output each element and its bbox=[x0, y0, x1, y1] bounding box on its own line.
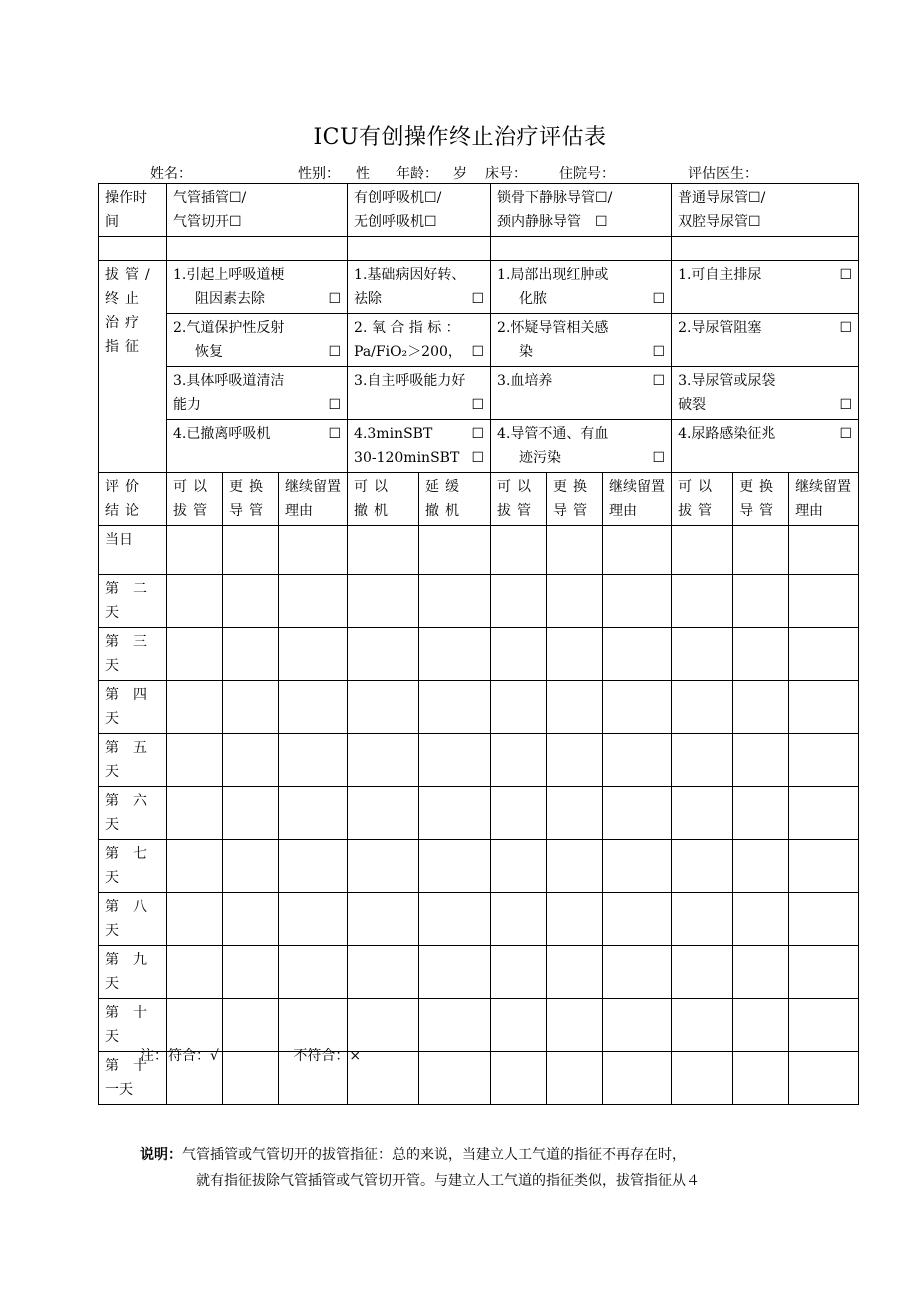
assessment-cell[interactable] bbox=[603, 946, 672, 999]
assessment-cell[interactable] bbox=[279, 681, 348, 734]
assessment-cell[interactable] bbox=[419, 681, 491, 734]
day-row bbox=[99, 734, 859, 787]
assessment-cell[interactable] bbox=[223, 840, 279, 893]
assessment-cell[interactable] bbox=[491, 734, 547, 787]
conclusion-header: 继续留置理由 bbox=[603, 473, 672, 526]
assessment-cell[interactable] bbox=[223, 787, 279, 840]
day-row bbox=[99, 840, 859, 893]
day-label: 第 十一天 bbox=[99, 1052, 167, 1105]
assessment-cell[interactable] bbox=[167, 840, 223, 893]
assessment-cell[interactable] bbox=[672, 840, 733, 893]
assessment-cell[interactable] bbox=[672, 575, 733, 628]
checkbox[interactable]: ☐ bbox=[328, 397, 342, 413]
assessment-cell[interactable] bbox=[491, 681, 547, 734]
indication-cell: 1.基础病因好转、 祛除 ☐ bbox=[348, 261, 491, 314]
assessment-cell[interactable] bbox=[733, 681, 789, 734]
assessment-cell[interactable] bbox=[733, 526, 789, 575]
assessment-cell[interactable] bbox=[419, 526, 491, 575]
indication-cell: 2. 氧 合 指 标 ： Pa/FiO₂＞200， ☐ bbox=[348, 314, 491, 367]
assessment-cell[interactable] bbox=[733, 893, 789, 946]
assessment-cell[interactable] bbox=[279, 893, 348, 946]
assessment-cell[interactable] bbox=[279, 840, 348, 893]
assessment-cell[interactable] bbox=[223, 893, 279, 946]
assessment-cell[interactable] bbox=[789, 1052, 859, 1105]
assessment-cell[interactable] bbox=[491, 893, 547, 946]
assessment-cell[interactable] bbox=[167, 628, 223, 681]
day-row bbox=[99, 946, 859, 999]
assessment-cell[interactable] bbox=[547, 526, 603, 575]
assessment-cell[interactable] bbox=[167, 893, 223, 946]
assessment-cell[interactable] bbox=[733, 575, 789, 628]
assessment-cell[interactable] bbox=[279, 734, 348, 787]
checkbox[interactable]: ☐ bbox=[471, 397, 485, 413]
assessment-cell[interactable] bbox=[279, 787, 348, 840]
checkbox[interactable]: ☐ bbox=[652, 450, 666, 466]
indication-cell: 3.自主呼吸能力好 ☐ bbox=[348, 367, 491, 420]
assessment-cell[interactable] bbox=[603, 526, 672, 575]
assessment-cell[interactable] bbox=[672, 526, 733, 575]
assessment-cell[interactable] bbox=[167, 681, 223, 734]
day-label: 第 二天 bbox=[99, 575, 167, 628]
conclusion-header: 延缓撤机 bbox=[419, 473, 491, 526]
checkbox[interactable]: ☐ bbox=[328, 426, 342, 442]
indication-cell: 4.已撤离呼吸机 ☐ bbox=[167, 420, 348, 473]
assessment-cell[interactable] bbox=[223, 946, 279, 999]
assessment-cell[interactable] bbox=[603, 575, 672, 628]
assessment-cell[interactable] bbox=[603, 734, 672, 787]
assessment-cell[interactable] bbox=[348, 575, 419, 628]
assessment-cell[interactable] bbox=[223, 526, 279, 575]
assessment-cell[interactable] bbox=[167, 946, 223, 999]
assessment-cell[interactable] bbox=[547, 575, 603, 628]
assessment-cell[interactable] bbox=[348, 526, 419, 575]
assessment-cell[interactable] bbox=[167, 575, 223, 628]
assessment-cell[interactable] bbox=[789, 999, 859, 1052]
assessment-cell[interactable] bbox=[603, 840, 672, 893]
assessment-cell[interactable] bbox=[789, 526, 859, 575]
explanation-line1: 气管插管或气管切开的拔管指征：总的来说，当建立人工气道的指征不再存在时， bbox=[182, 1147, 686, 1163]
checkbox[interactable]: ☐ bbox=[839, 320, 853, 336]
assessment-cell[interactable] bbox=[223, 681, 279, 734]
indication-cell: 2.气道保护性反射 恢复 ☐ bbox=[167, 314, 348, 367]
assessment-cell[interactable] bbox=[223, 999, 279, 1052]
assessment-cell[interactable] bbox=[672, 893, 733, 946]
op-time-cell[interactable] bbox=[491, 237, 672, 261]
day-row bbox=[99, 681, 859, 734]
assessment-cell[interactable] bbox=[491, 526, 547, 575]
checkbox[interactable]: ☐ bbox=[652, 291, 666, 307]
assessment-cell[interactable] bbox=[348, 628, 419, 681]
day-label: 第 七天 bbox=[99, 840, 167, 893]
assessment-cell[interactable] bbox=[419, 946, 491, 999]
indication-cell: 3.导尿管或尿袋 破裂 ☐ bbox=[672, 367, 859, 420]
assessment-cell[interactable] bbox=[547, 946, 603, 999]
age-unit: 岁 bbox=[453, 166, 467, 182]
checkbox[interactable]: ☐ bbox=[839, 426, 853, 442]
checkbox[interactable]: ☐ bbox=[471, 344, 485, 360]
assessment-cell[interactable] bbox=[279, 946, 348, 999]
assessment-cell[interactable] bbox=[672, 787, 733, 840]
assessment-cell[interactable] bbox=[603, 893, 672, 946]
day-row bbox=[99, 575, 859, 628]
explanation-line2: 就有指征拔除气管插管或气管切开管。与建立人工气道的指征类似，拔管指征从４ bbox=[196, 1173, 700, 1189]
assessment-cell[interactable] bbox=[789, 681, 859, 734]
col-catheter: 普通导尿管☐/ 双腔导尿管☐ bbox=[672, 184, 859, 237]
checkbox[interactable]: ☐ bbox=[839, 397, 853, 413]
op-time-cell[interactable] bbox=[672, 237, 859, 261]
conclusion-header: 可以拔管 bbox=[672, 473, 733, 526]
explanation bbox=[140, 1142, 820, 1194]
indication-cell: 1.可自主排尿 ☐ bbox=[672, 261, 859, 314]
bed-label: 床号： bbox=[485, 166, 527, 182]
name-label: 姓名： bbox=[150, 166, 192, 182]
assessment-cell[interactable] bbox=[348, 840, 419, 893]
assessment-cell[interactable] bbox=[491, 946, 547, 999]
assessment-cell[interactable] bbox=[547, 787, 603, 840]
op-time-label: 操作时间 bbox=[99, 184, 167, 237]
checkbox[interactable]: ☐ bbox=[471, 450, 485, 466]
conclusion-header: 更换导管 bbox=[547, 473, 603, 526]
col-ventilator: 有创呼吸机☐/ 无创呼吸机☐ bbox=[348, 184, 491, 237]
assessment-cell[interactable] bbox=[419, 999, 491, 1052]
indication-cell: 4.3minSBT ☐ 30-120minSBT ☐ bbox=[348, 420, 491, 473]
assessment-cell[interactable] bbox=[491, 628, 547, 681]
legend-nomatch: 不符合：× bbox=[293, 1048, 362, 1064]
conclusion-header: 可以撤机 bbox=[348, 473, 419, 526]
day-label: 第 五天 bbox=[99, 734, 167, 787]
assessment-cell[interactable] bbox=[733, 1052, 789, 1105]
checkbox[interactable]: ☐ bbox=[839, 267, 853, 283]
assessment-cell[interactable] bbox=[348, 946, 419, 999]
assessment-cell[interactable] bbox=[167, 787, 223, 840]
assessment-cell[interactable] bbox=[789, 946, 859, 999]
assessment-cell[interactable] bbox=[491, 575, 547, 628]
day-label: 第 三天 bbox=[99, 628, 167, 681]
sex-value: 性 bbox=[356, 166, 370, 182]
op-time-cell[interactable] bbox=[348, 237, 491, 261]
day-row bbox=[99, 893, 859, 946]
conclusion-label: 评价结论 bbox=[99, 473, 167, 526]
assessment-cell[interactable] bbox=[789, 575, 859, 628]
indication-cell: 3.血培养 ☐ bbox=[491, 367, 672, 420]
assessment-cell[interactable] bbox=[419, 628, 491, 681]
assessment-cell[interactable] bbox=[547, 628, 603, 681]
sex-label: 性别： bbox=[298, 166, 340, 182]
indication-cell: 3.具体呼吸道清洁 能力 ☐ bbox=[167, 367, 348, 420]
assessment-cell[interactable] bbox=[223, 628, 279, 681]
assessment-cell[interactable] bbox=[348, 787, 419, 840]
assessment-cell[interactable] bbox=[547, 840, 603, 893]
checkbox[interactable]: ☐ bbox=[471, 291, 485, 307]
day-label: 第 四天 bbox=[99, 681, 167, 734]
doctor-label: 评估医生： bbox=[688, 166, 758, 182]
legend-note bbox=[140, 1045, 431, 1065]
assessment-cell[interactable] bbox=[547, 681, 603, 734]
assessment-cell[interactable] bbox=[603, 1052, 672, 1105]
assessment-cell[interactable] bbox=[603, 999, 672, 1052]
assessment-cell[interactable] bbox=[733, 734, 789, 787]
assessment-cell[interactable] bbox=[279, 526, 348, 575]
conclusion-header: 可以拔管 bbox=[491, 473, 547, 526]
assessment-cell[interactable] bbox=[491, 840, 547, 893]
legend-match: 注：符合：√ bbox=[140, 1048, 219, 1064]
conclusion-header: 继续留置理由 bbox=[279, 473, 348, 526]
conclusion-header: 继续留置理由 bbox=[789, 473, 859, 526]
assessment-cell[interactable] bbox=[348, 999, 419, 1052]
assessment-cell[interactable] bbox=[348, 681, 419, 734]
assessment-cell[interactable] bbox=[279, 575, 348, 628]
assessment-cell[interactable] bbox=[167, 734, 223, 787]
page-title: ICU有创操作终止治疗评估表 bbox=[313, 125, 607, 150]
day-row bbox=[99, 787, 859, 840]
checkbox[interactable]: ☐ bbox=[328, 344, 342, 360]
assessment-cell[interactable] bbox=[419, 840, 491, 893]
day-row bbox=[99, 999, 859, 1052]
assessment-cell[interactable] bbox=[672, 734, 733, 787]
indication-cell: 2.导尿管阻塞 ☐ bbox=[672, 314, 859, 367]
assessment-cell[interactable] bbox=[789, 893, 859, 946]
op-time-value[interactable] bbox=[99, 237, 167, 261]
checkbox[interactable]: ☐ bbox=[471, 426, 485, 442]
assessment-cell[interactable] bbox=[547, 893, 603, 946]
assessment-cell[interactable] bbox=[733, 946, 789, 999]
assessment-cell[interactable] bbox=[223, 575, 279, 628]
assessment-cell[interactable] bbox=[491, 999, 547, 1052]
assessment-cell[interactable] bbox=[733, 628, 789, 681]
day-row bbox=[99, 526, 859, 575]
assessment-cell[interactable] bbox=[547, 734, 603, 787]
conclusion-header: 可以拔管 bbox=[167, 473, 223, 526]
assessment-cell[interactable] bbox=[733, 787, 789, 840]
indication-cell: 4.尿路感染征兆 ☐ bbox=[672, 420, 859, 473]
assessment-cell[interactable] bbox=[789, 628, 859, 681]
assessment-cell[interactable] bbox=[491, 787, 547, 840]
inpatient-label: 住院号： bbox=[559, 166, 615, 182]
assessment-cell[interactable] bbox=[672, 628, 733, 681]
assessment-cell[interactable] bbox=[419, 575, 491, 628]
assessment-cell[interactable] bbox=[223, 734, 279, 787]
checkbox[interactable]: ☐ bbox=[652, 373, 666, 389]
day-row bbox=[99, 628, 859, 681]
day-label: 第 六天 bbox=[99, 787, 167, 840]
assessment-cell[interactable] bbox=[789, 787, 859, 840]
assessment-cell[interactable] bbox=[167, 999, 223, 1052]
assessment-cell[interactable] bbox=[789, 840, 859, 893]
day-label: 当日 bbox=[99, 526, 167, 575]
indication-cell: 1.引起上呼吸道梗 阻因素去除 ☐ bbox=[167, 261, 348, 314]
age-label: 年龄： bbox=[396, 166, 438, 182]
day-rows bbox=[99, 526, 859, 1105]
assessment-cell[interactable] bbox=[547, 999, 603, 1052]
assessment-cell[interactable] bbox=[672, 946, 733, 999]
assessment-cell[interactable] bbox=[419, 734, 491, 787]
indication-cell: 2.怀疑导管相关感 染 ☐ bbox=[491, 314, 672, 367]
checkbox[interactable]: ☐ bbox=[652, 344, 666, 360]
col-airway: 气管插管☐/ 气管切开☐ bbox=[167, 184, 348, 237]
assessment-cell[interactable] bbox=[419, 893, 491, 946]
indication-cell: 4.导管不通、有血 迹污染 ☐ bbox=[491, 420, 672, 473]
assessment-cell[interactable] bbox=[167, 526, 223, 575]
assessment-cell[interactable] bbox=[672, 1052, 733, 1105]
conclusion-header: 更换导管 bbox=[733, 473, 789, 526]
day-label: 第 十天 bbox=[99, 999, 167, 1052]
indication-label: 拔管/终止治疗指征 bbox=[99, 261, 167, 473]
explanation-label: 说明： bbox=[140, 1147, 182, 1163]
assessment-cell[interactable] bbox=[603, 628, 672, 681]
assessment-cell[interactable] bbox=[279, 999, 348, 1052]
assessment-cell[interactable] bbox=[279, 628, 348, 681]
indication-cell: 1.局部出现红肿或 化脓 ☐ bbox=[491, 261, 672, 314]
assessment-cell[interactable] bbox=[547, 1052, 603, 1105]
assessment-cell[interactable] bbox=[672, 681, 733, 734]
assessment-cell[interactable] bbox=[491, 1052, 547, 1105]
assessment-cell[interactable] bbox=[603, 681, 672, 734]
assessment-cell[interactable] bbox=[672, 999, 733, 1052]
day-label: 第 八天 bbox=[99, 893, 167, 946]
assessment-cell[interactable] bbox=[733, 999, 789, 1052]
assessment-cell[interactable] bbox=[348, 734, 419, 787]
op-time-cell[interactable] bbox=[167, 237, 348, 261]
assessment-cell[interactable] bbox=[789, 734, 859, 787]
assessment-table bbox=[98, 183, 859, 1105]
assessment-cell[interactable] bbox=[348, 893, 419, 946]
assessment-cell[interactable] bbox=[733, 840, 789, 893]
col-cvc: 锁骨下静脉导管☐/ 颈内静脉导管 ☐ bbox=[491, 184, 672, 237]
assessment-cell[interactable] bbox=[419, 787, 491, 840]
assessment-cell[interactable] bbox=[603, 787, 672, 840]
conclusion-header: 更换导管 bbox=[223, 473, 279, 526]
checkbox[interactable]: ☐ bbox=[328, 291, 342, 307]
day-label: 第 九天 bbox=[99, 946, 167, 999]
